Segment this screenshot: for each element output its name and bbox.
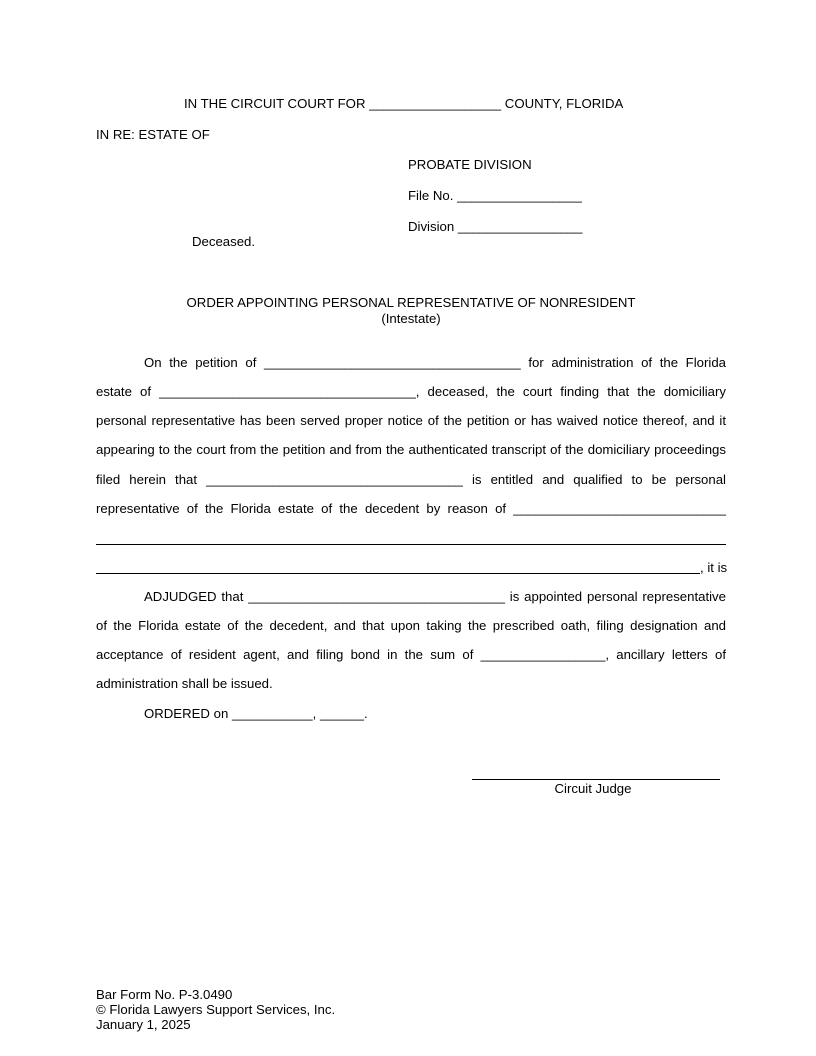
signature-line <box>472 779 720 780</box>
body-line-2: estate of ___________________________________, deceased, the court finding that the domiciliary <box>96 384 726 399</box>
copyright-notice: © Florida Lawyers Support Services, Inc. <box>96 1002 336 1017</box>
adjudged-line-1: ADJUDGED that ___________________________________ is appointed personal representative <box>144 589 726 604</box>
probate-division: PROBATE DIVISION <box>408 157 532 172</box>
reason-blank-line-2 <box>96 573 700 574</box>
deceased-label: Deceased. <box>192 234 256 249</box>
document-title: ORDER APPOINTING PERSONAL REPRESENTATIVE OF NONRESIDENT <box>186 295 636 310</box>
body-line-6: representative of the Florida estate of the decedent by reason of _____________________________ <box>96 501 726 516</box>
body-line-1: On the petition of ___________________________________ for administration of the Florida <box>144 355 726 370</box>
document-subtitle: (Intestate) <box>381 311 441 326</box>
reason-blank-line-1 <box>96 544 726 545</box>
adjudged-line-2: of the Florida estate of the decedent, and that upon taking the prescribed oath, filing designation and <box>96 618 726 633</box>
body-line-4: appearing to the court from the petition and from the authenticated transcript of the domiciliary proceedings <box>96 442 726 457</box>
adjudged-line-3: acceptance of resident agent, and filing bond in the sum of _________________, ancillary letters of <box>96 647 726 662</box>
body-line-5: filed herein that ___________________________________ is entitled and qualified to be personal <box>96 472 726 487</box>
it-is-text: , it is <box>700 560 728 575</box>
file-number: File No. _________________ <box>408 188 582 203</box>
court-caption: IN THE CIRCUIT COURT FOR __________________ COUNTY, FLORIDA <box>184 96 624 111</box>
form-date: January 1, 2025 <box>96 1017 191 1032</box>
circuit-judge-label: Circuit Judge <box>554 781 632 796</box>
body-line-3: personal representative has been served proper notice of the petition or has waived notice thereof, and it <box>96 413 726 428</box>
division-field: Division _________________ <box>408 219 583 234</box>
bar-form-number: Bar Form No. P-3.0490 <box>96 987 233 1002</box>
ordered-on: ORDERED on ___________, ______. <box>144 706 368 721</box>
in-re-estate: IN RE: ESTATE OF <box>96 127 210 142</box>
adjudged-line-4: administration shall be issued. <box>96 676 273 691</box>
